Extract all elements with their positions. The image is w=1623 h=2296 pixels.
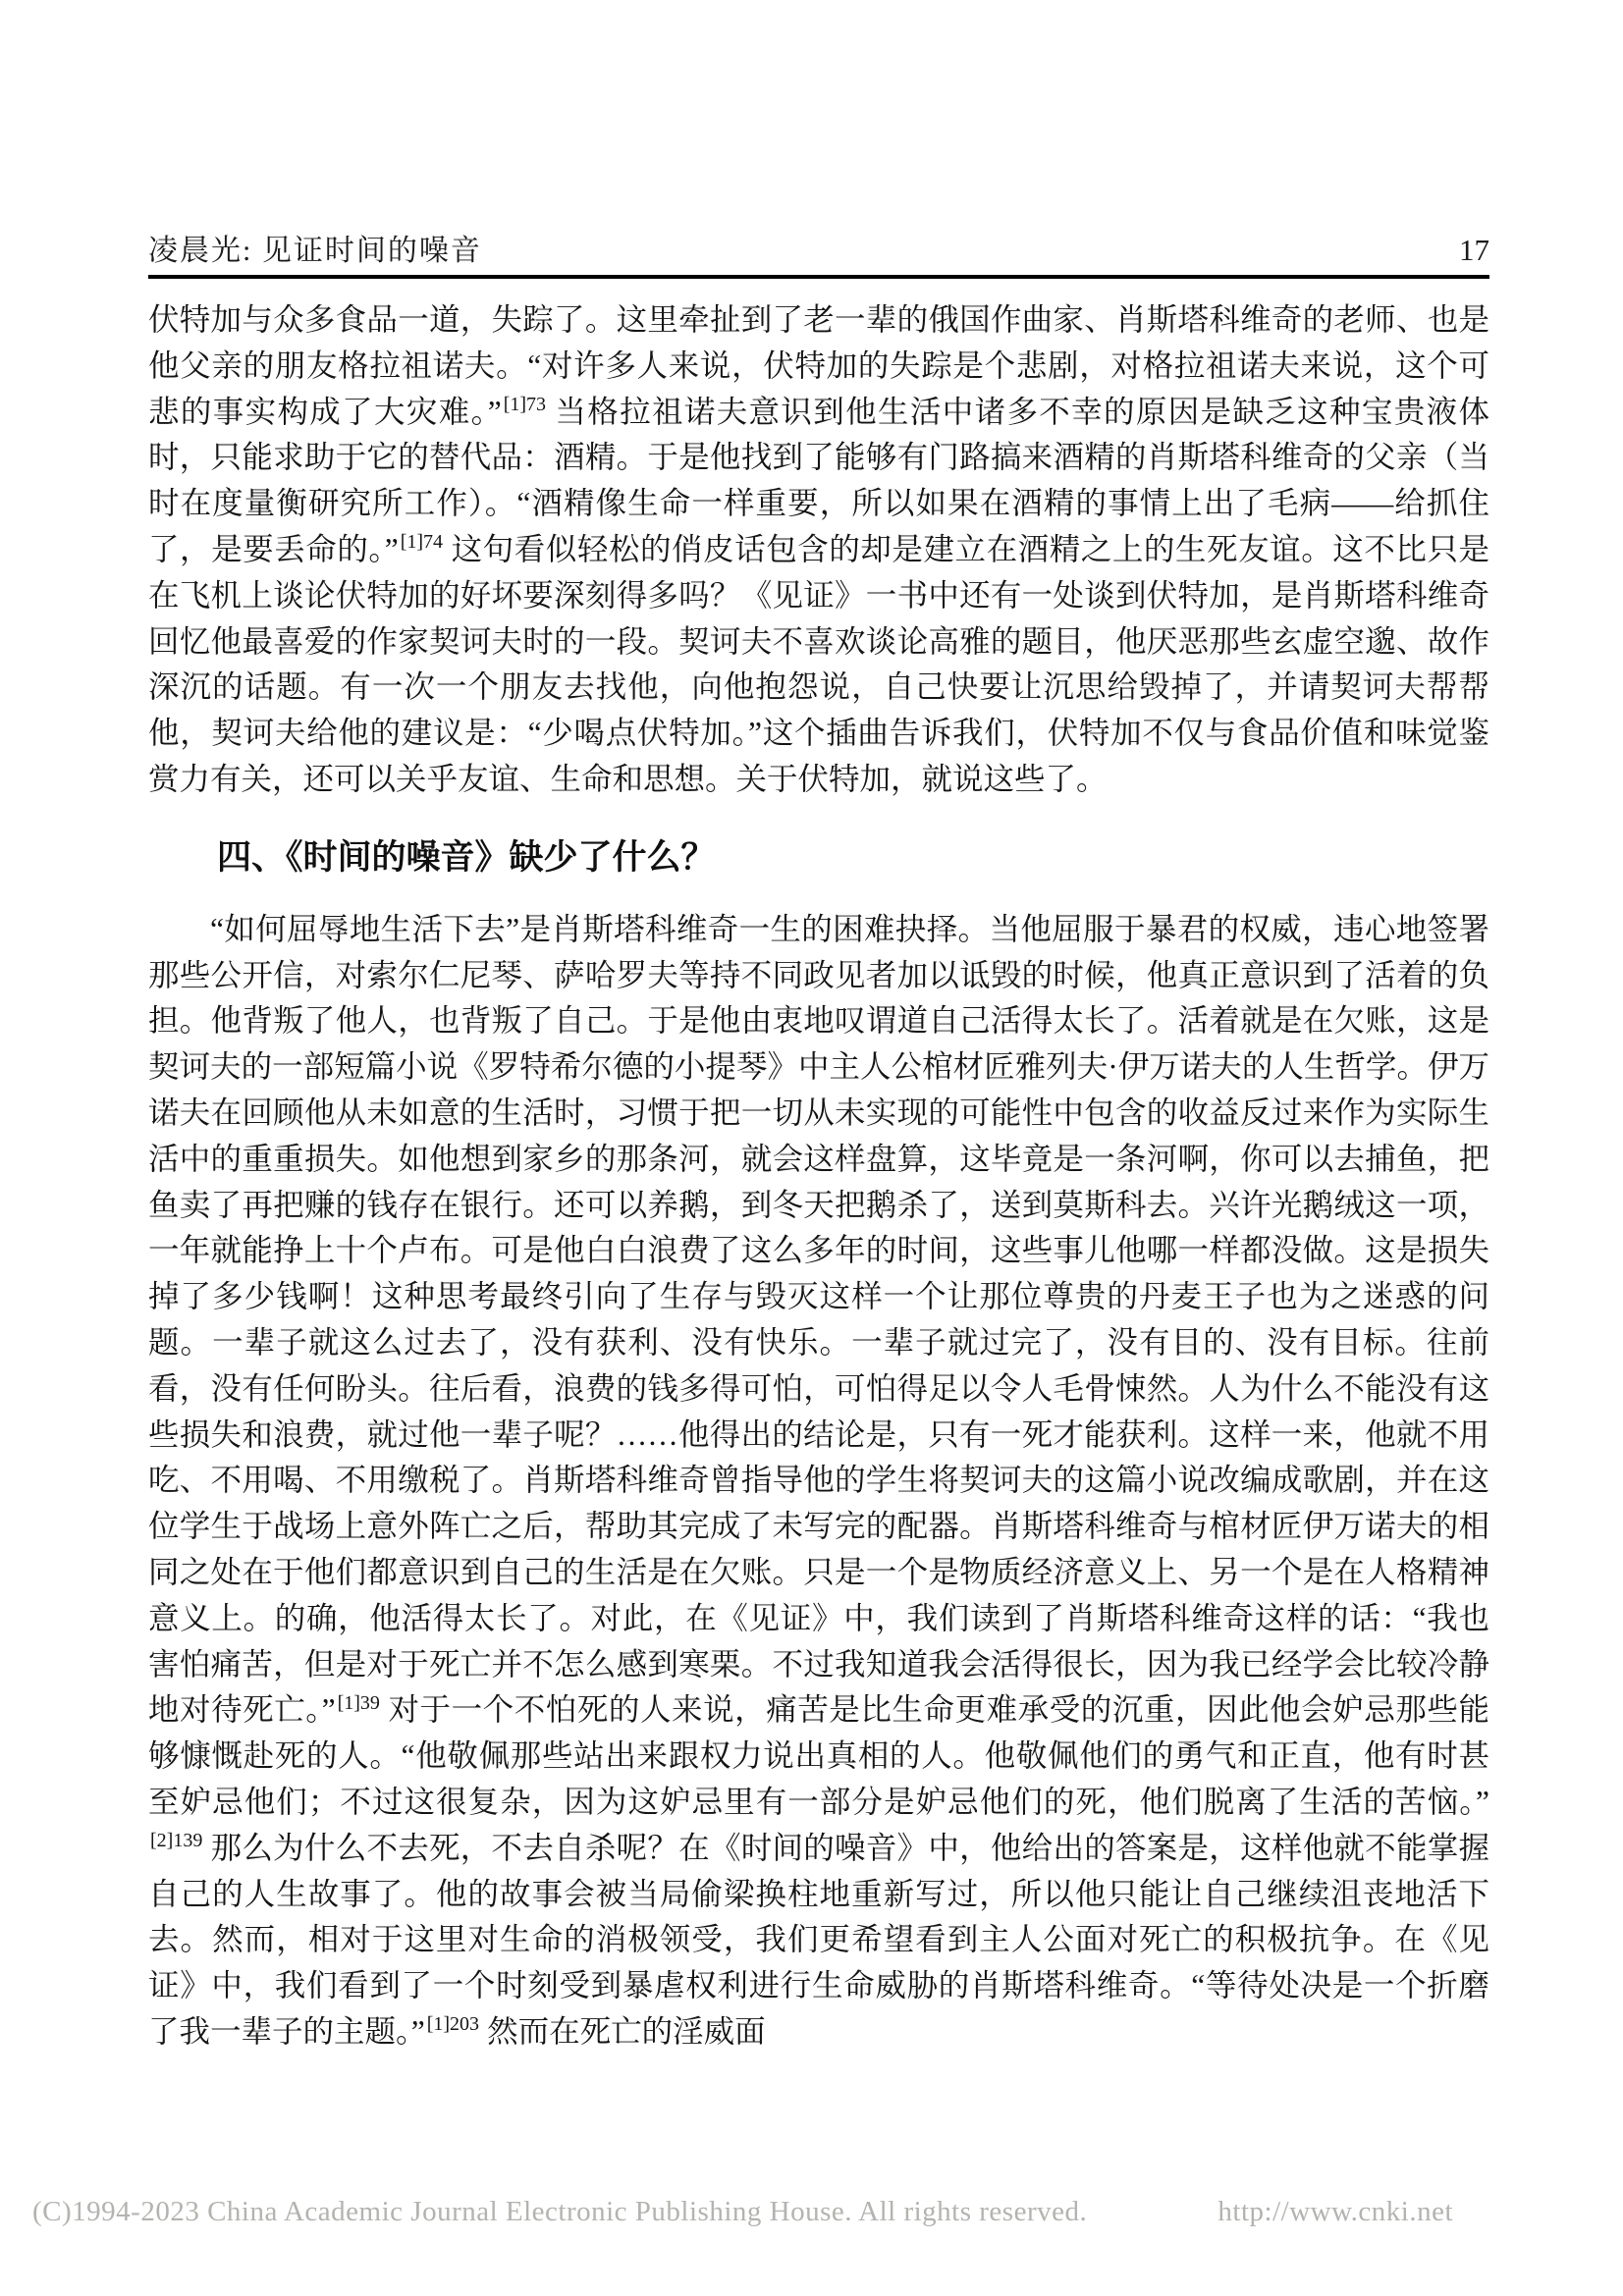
running-title: 凌晨光: 见证时间的噪音 (148, 235, 482, 267)
article-body (148, 297, 1489, 2056)
citation-superscript: [1]74 (400, 531, 444, 554)
footer-copyright: (C)1994-2023 China Academic Journal Electronic Publishing House. All rights reserved. (32, 2196, 1088, 2227)
header-rule (148, 275, 1489, 279)
citation-superscript: [1]39 (337, 1691, 380, 1714)
page-footer (32, 2196, 1453, 2228)
footer-url: http://www.cnki.net (1217, 2196, 1453, 2227)
citation-superscript: [1]73 (503, 394, 547, 416)
citation-superscript: [1]203 (426, 2013, 480, 2036)
page-number: 17 (1459, 233, 1489, 267)
paragraph-vodka: 伏特加与众多食品一道，失踪了。这里牵扯到了老一辈的俄国作曲家、肖斯塔科维奇的老师、也是他父亲的朋友格拉祖诺夫。“对许多人来说，伏特加的失踪是个悲剧，对格拉祖诺夫来说，这个可悲的事实构成了大灾难。” $^{[1]73}$ 当格拉祖诺夫意识到他生活中诸多不幸的原因是缺乏这种宝贵液体时，只能求助于它的替代品：酒精。于是他找到了能够有门路搞来酒精的肖斯塔科维奇的父亲（当时在度量衡研究所工作）。“酒精像生命一样重要，所以如果在酒精的事情上出了毛病——给抓住了，是要丢命的。” $^{[1]74}$ 这句看似轻松的俏皮话包含的却是建立在酒精之上的生死友谊。这不比只是在飞机上谈论伏特加的好坏要深刻得多吗？《见证》一书中还有一处谈到伏特加，是肖斯塔科维奇回忆他最喜爱的作家契诃夫时的一段。契诃夫不喜欢谈论高雅的题目，他厌恶那些玄虚空邈、故作深沉的话题。有一次一个朋友去找他，向他抱怨说，自己快要让沉思给毁掉了，并请契诃夫帮帮他，契诃夫给他的建议是：“少喝点伏特加。”这个插曲告诉我们，伏特加不仅与食品价值和味觉鉴赏力有关，还可以关乎友谊、生命和思想。关于伏特加，就说这些了。 (148, 302, 1489, 796)
paragraph-living: “如何屈辱地生活下去”是肖斯塔科维奇一生的困难抉择。当他屈服于暴君的权威，违心地签署那些公开信，对索尔仁尼琴、萨哈罗夫等持不同政见者加以诋毁的时候，他真正意识到了活着的负担。他背叛了他人，也背叛了自己。于是他由衷地叹谓道自己活得太长了。活着就是在欠账，这是契诃夫的一部短篇小说《罗特希尔德的小提琴》中主人公棺材匠雅列夫·伊万诺夫的人生哲学。伊万诺夫在回顾他从未如意的生活时，习惯于把一切从未实现的可能性中包含的收益反过来作为实际生活中的重重损失。如他想到家乡的那条河，就会这样盘算，这毕竟是一条河啊，你可以去捕鱼，把鱼卖了再把赚的钱存在银行。还可以养鹅，到冬天把鹅杀了，送到莫斯科去。兴许光鹅绒这一项，一年就能挣上十个卢布。可是他白白浪费了这么多年的时间，这些事儿他哪一样都没做。这是损失掉了多少钱啊！这种思考最终引向了生存与毁灭这样一个让那位尊贵的丹麦王子也为之迷惑的问题。一辈子就这么过去了，没有获利、没有快乐。一辈子就过完了，没有目的、没有目标。往前看，没有任何盼头。往后看，浪费的钱多得可怕，可怕得足以令人毛骨悚然。人为什么不能没有这些损失和浪费，就过他一辈子呢？……他得出的结论是，只有一死才能获利。这样一来，他就不用吃、不用喝、不用缴税了。肖斯塔科维奇曾指导他的学生将契诃夫的这篇小说改编成歌剧，并在这位学生于战场上意外阵亡之后，帮助其完成了未写完的配器。肖斯塔科维奇与棺材匠伊万诺夫的相同之处在于他们都意识到自己的生活是在欠账。只是一个是物质经济意义上、另一个是在人格精神意义上。的确，他活得太长了。对此，在《见证》中，我们读到了肖斯塔科维奇这样的话：“我也害怕痛苦，但是对于死亡并不怎么感到寒栗。不过我知道我会活得很长，因为我已经学会比较冷静地对待死亡。” $^{[1]39}$ 对于一个不怕死的人来说，痛苦是比生命更难承受的沉重，因此他会妒忌那些能够慷慨赴死的人。“他敬佩那些站出来跟权力说出真相的人。他敬佩他们的勇气和正直，他有时甚至妒忌他们；不过这很复杂，因为这妒忌里有一部分是妒忌他们的死，他们脱离了生活的苦恼。”$^{[2]139}$ 那么为什么不去死，不去自杀呢？在《时间的噪音》中，他给出的答案是，这样他就不能掌握自己的人生故事了。他的故事会被当局偷梁换柱地重新写过，所以他只能让自己继续沮丧地活下去。然而，相对于这里对生命的消极领受，我们更希望看到主人公面对死亡的积极抗争。在《见证》中，我们看到了一个时刻受到暴虐权利进行生命威胁的肖斯塔科维奇。“等待处决是一个折磨了我一辈子的主题。” $^{[1]203}$ 然而在死亡的淫威面 (148, 911, 1489, 2049)
running-header (148, 226, 1489, 269)
section-heading: 四、《时间的噪音》缺少了什么？ (217, 837, 716, 877)
citation-superscript: [2]139 (150, 1830, 203, 1852)
